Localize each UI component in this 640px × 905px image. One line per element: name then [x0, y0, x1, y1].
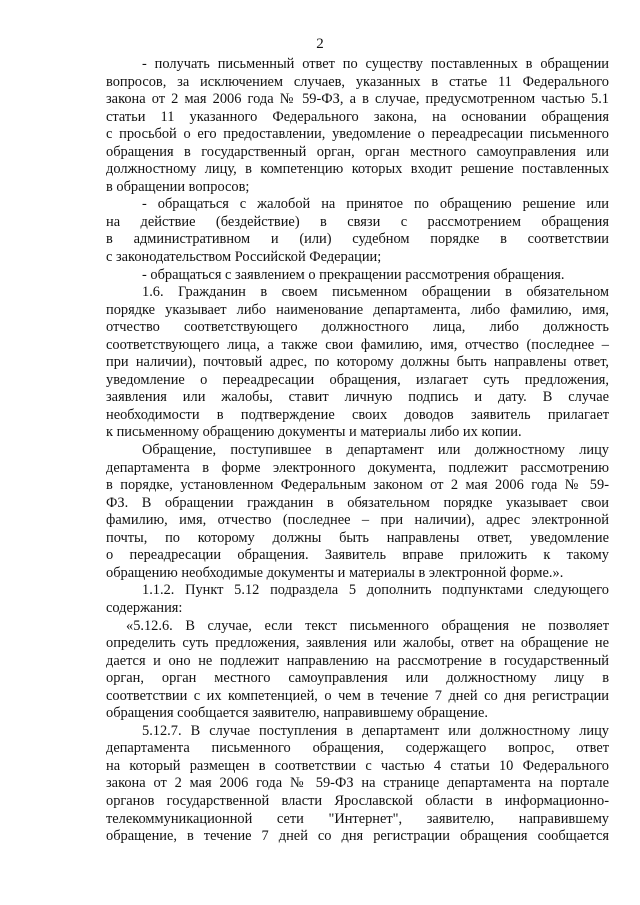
text-line: ФЗ. В обращении гражданин в обязательном порядке указывает свои [106, 494, 609, 511]
text-line: органов государственной власти Ярославской области в информационно- [106, 792, 609, 809]
text-line: в административном и (или) судебном порядке в соответствии [106, 231, 609, 248]
text-line: департамента в форме электронного документа, подлежит рассмотрению [106, 459, 609, 476]
text-line: орган, орган местного самоуправления или должностному лицу в [106, 670, 609, 687]
text-line: 1.1.2. Пункт 5.12 подраздела 5 дополнить подпунктами следующего [142, 582, 609, 599]
text-line: закона от 2 мая 2006 года № 59-ФЗ на странице департамента на портале [106, 775, 609, 792]
text-line: порядке указывает либо наименование департамента, либо фамилию, имя, [106, 301, 609, 318]
text-line: статьи 11 указанного Федерального закона, на основании обращения [106, 108, 609, 125]
page-number: 2 [316, 36, 324, 52]
text-line: с законодательством Российской Федерации; [106, 249, 382, 266]
text-line: вопросов, за исключением случаев, указанных в статье 11 Федерального [106, 73, 609, 90]
text-line: - обращаться с заявлением о прекращении рассмотрения обращения. [142, 266, 565, 283]
text-line: «5.12.6. В случае, если текст письменного обращения не позволяет [126, 617, 609, 634]
text-line: заявления или жалобы, ставит личную подпись и дату. В случае [106, 389, 609, 406]
text-line: 1.6. Гражданин в своем письменном обращении в обязательном [142, 284, 609, 301]
text-line: должностному лицу, в компетенцию которых входит решение поставленных [106, 161, 609, 178]
text-line: о переадресации обращения. Заявитель вправе приложить к такому [106, 547, 609, 564]
text-line: соответствующего лица, а также свои фамилию, имя, отчество (последнее – [106, 336, 609, 353]
text-line: обращению необходимые документы и материалы в электронной форме.». [106, 564, 564, 581]
text-line: обращения в государственный орган, орган местного самоуправления или [106, 143, 609, 160]
text-line: почты, по которому должны быть направлены ответ, уведомление [106, 529, 609, 546]
text-line: на действие (бездействие) в связи с рассмотрением обращения [106, 213, 609, 230]
text-line: соответствии с их компетенцией, о чем в течение 7 дней со дня регистрации [106, 687, 609, 704]
text-line: в обращении вопросов; [106, 178, 250, 195]
text-line: в порядке, установленном Федеральным законом от 2 мая 2006 года № 59- [106, 477, 609, 494]
text-line: уведомление о переадресации обращения, излагает суть предложения, [106, 371, 609, 388]
text-line: Обращение, поступившее в департамент или должностному лицу [142, 442, 609, 459]
text-line: на который размещен в соответствии с частью 4 статьи 10 Федерального [106, 757, 609, 774]
text-line: дается и оно не подлежит направлению на рассмотрение в государственный [106, 652, 609, 669]
text-line: отчество соответствующего должностного лица, либо должность [106, 319, 609, 336]
text-line: телекоммуникационной сети "Интернет", заявителю, направившему [106, 810, 609, 827]
text-line: фамилию, имя, отчество (последнее – при наличии), адрес электронной [106, 512, 609, 529]
text-line: необходимости в подтверждение своих доводов заявитель прилагает [106, 406, 609, 423]
text-line: к письменному обращению документы и материалы либо их копии. [106, 424, 522, 441]
text-line: департамента письменного обращения, содержащего вопрос, ответ [106, 740, 609, 757]
text-line: закона от 2 мая 2006 года № 59-ФЗ, а в случае, предусмотренном частью 5.1 [106, 91, 609, 108]
text-line: обращение, в течение 7 дней со дня регистрации обращения сообщается [106, 828, 609, 845]
text-line: обращения сообщается заявителю, направившему обращение. [106, 705, 488, 722]
text-line: 5.12.7. В случае поступления в департамент или должностному лицу [142, 722, 609, 739]
document-body [106, 56, 609, 846]
text-line: - получать письменный ответ по существу поставленных в обращении [142, 56, 609, 72]
text-line: содержания: [106, 599, 183, 616]
text-line: определить суть предложения, заявления или жалобы, ответ на обращение не [106, 635, 609, 652]
text-line: при наличии), почтовый адрес, по которому должны быть направлены ответ, [106, 354, 609, 371]
text-line: с просьбой о его предоставлении, уведомление о переадресации письменного [106, 126, 609, 143]
text-line: - обращаться с жалобой на принятое по обращению решение или [142, 196, 609, 213]
